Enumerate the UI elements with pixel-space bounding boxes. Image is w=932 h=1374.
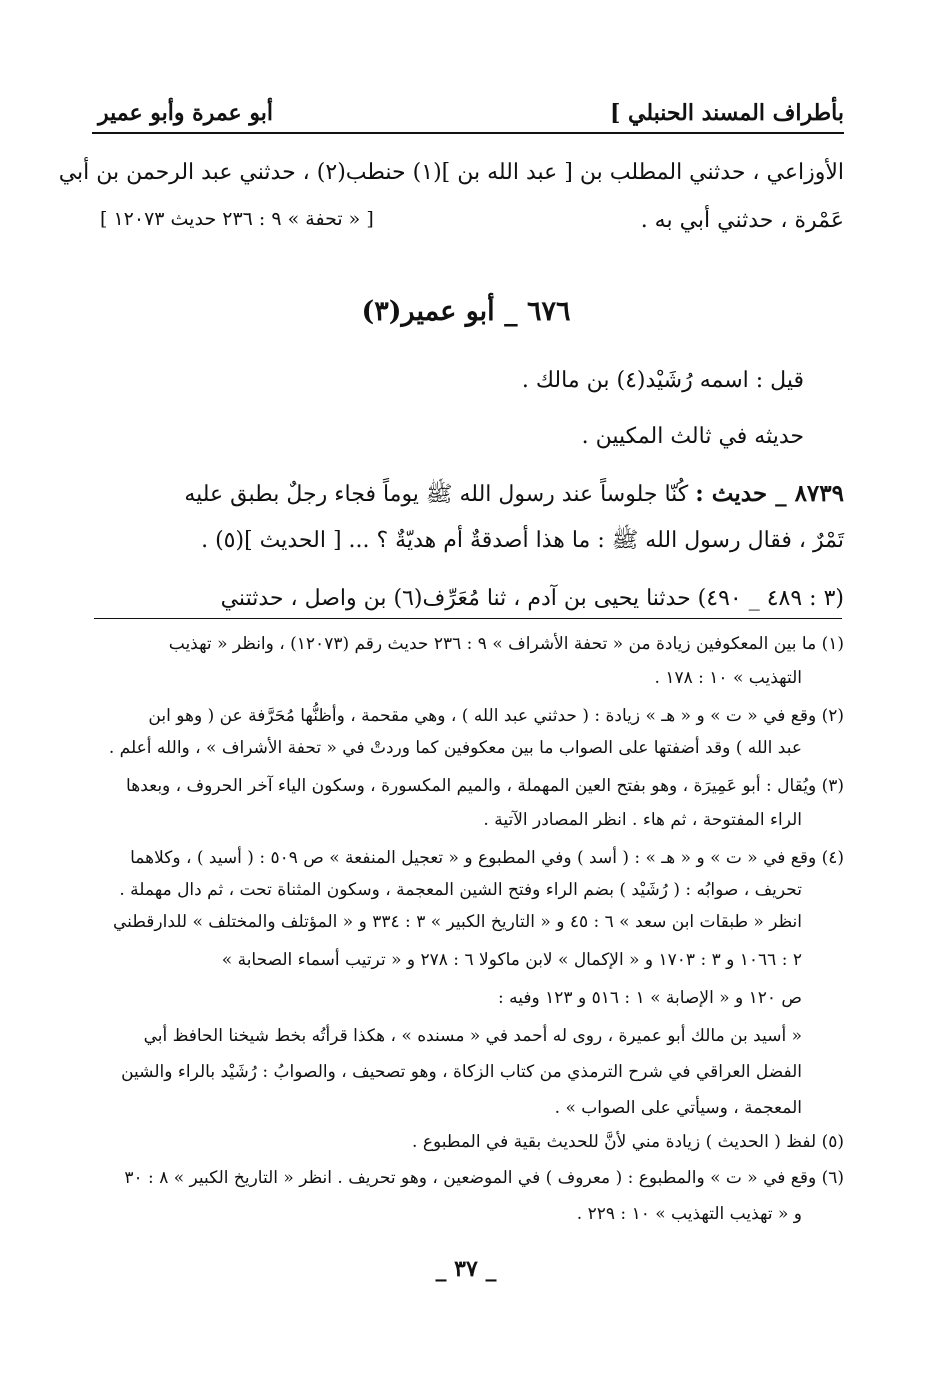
carryover-line-2: عَمْرة ، حدثني أبي به .: [640, 208, 844, 233]
isnad-line: (٣ : ٤٨٩ _ ٤٩٠) حدثنا يحيى بن آدم ، ثنا مُعَرِّف(٦) بن واصل ، حدثتني: [220, 586, 844, 611]
footnote-4-line-3: انظر « طبقات ابن سعد » ٦ : ٤٥ و « التاريخ الكبير » ٣ : ٣٣٤ و « المؤتلف والمختلف » للدارقطني: [113, 912, 802, 932]
footnote-4-quote-3: المعجمة ، وسيأتي على الصواب » .: [554, 1098, 802, 1118]
footnote-5: (٥) لفظ ( الحديث ) زيادة مني لأنَّ للحديث بقية في المطبوع .: [412, 1132, 844, 1152]
running-header: [92, 96, 844, 132]
footnote-6-line-1: (٦) وقع في « ت » والمطبوع : ( معروف ) في الموضعين ، وهو تحريف . انظر « التاريخ الكبير » ٨ : ٣٠: [124, 1168, 844, 1188]
footnote-3-line-2: الراء المفتوحة ، ثم هاء . انظر المصادر الآتية .: [483, 810, 802, 830]
hadith-number: ٨٧٣٩ _ حديث :: [695, 480, 844, 507]
header-divider: [92, 132, 844, 134]
carryover-reference: [ « تحفة » ٩ : ٢٣٦ حديث ١٢٠٧٣ ]: [100, 208, 374, 230]
footnote-1-line-1: (١) ما بين المعكوفين زيادة من « تحفة الأشراف » ٩ : ٢٣٦ حديث رقم (١٢٠٧٣) ، وانظر « تهذيب: [168, 634, 844, 654]
footnote-1-line-2: التهذيب » ١٠ : ١٧٨ .: [654, 668, 802, 688]
carryover-line-1: الأوزاعي ، حدثني المطلب بن [ عبد الله بن ](١) حنطب(٢) ، حدثني عبد الرحمن بن أبي: [58, 160, 844, 185]
hadith-line-2: تَمْرٌ ، فقال رسول الله ﷺ : ما هذا أصدقةٌ أم هديّةٌ ؟ ... [ الحديث ](٥) .: [201, 528, 844, 553]
footnote-4-quote-2: الفضل العراقي في شرح الترمذي من كتاب الزكاة ، وهو تصحيف ، والصوابُ : رُشَيْد بالراء والشين: [121, 1062, 802, 1082]
footnote-6-line-2: و « تهذيب التهذيب » ١٠ : ٢٢٩ .: [576, 1204, 802, 1224]
footnote-2-line-2: عبد الله ) وقد أضفتها على الصواب ما بين معكوفين كما وردتْ في « تحفة الأشراف » ، والله أعلم .: [108, 738, 802, 758]
hadith-line-1: [184, 480, 844, 508]
hadith-text-1: كُنّا جلوساً عند رسول الله ﷺ يوماً فجاء رجلٌ بطبق عليه: [184, 482, 689, 507]
footnote-2-line-1: (٢) وقع في « ت » و « هـ » زيادة : ( حدثني عبد الله ) ، وهي مقحمة ، وأظنُّها مُحَرَّفة عن ( وهو ابن: [148, 706, 844, 726]
footnote-3-line-1: (٣) ويُقال : أبو عَمِيرَة ، وهو بفتح العين المهملة ، والميم المكسورة ، وسكون الياء آخر الحروف ، وبعدها: [126, 776, 844, 796]
footnote-4-quote-1: « أسيد بن مالك أبو عميرة ، روى له أحمد في « مسنده » ، هكذا قرأتُه بخط شيخنا الحافظ أبي: [143, 1026, 802, 1046]
header-book-title: بأطراف المسند الحنبلي ]: [609, 100, 844, 126]
footnote-divider: [94, 618, 842, 619]
footnote-4-line-5: ص ١٢٠ و « الإصابة » ١ : ٥١٦ و ١٢٣ وفيه :: [498, 988, 802, 1008]
page-number: _ ٣٧ _: [435, 1256, 497, 1282]
name-paragraph: قيل : اسمه رُشَيْد(٤) بن مالك .: [521, 368, 804, 393]
location-paragraph: حديثه في ثالث المكيين .: [581, 424, 804, 449]
header-chapter-title: أبو عمرة وأبو عمير: [98, 100, 273, 126]
footnote-4-line-2: تحريف ، صوابُه : ( رُشَيْد ) بضم الراء وفتح الشين المعجمة ، وسكون المثناة تحت ، ثم دال مهملة .: [119, 880, 802, 900]
footnote-4-line-4: ٢ : ١٠٦٦ و ٣ : ١٧٠٣ و « الإكمال » لابن ماكولا ٦ : ٢٧٨ و « ترتيب أسماء الصحابة »: [221, 950, 802, 970]
section-heading: ٦٧٦ _ أبو عمير(٣): [361, 296, 571, 327]
footnote-4-line-1: (٤) وقع في « ت » و « هـ » : ( أسد ) وفي المطبوع و « تعجيل المنفعة » ص ٥٠٩ : ( أسيد ) ، وكلاهما: [130, 848, 844, 868]
